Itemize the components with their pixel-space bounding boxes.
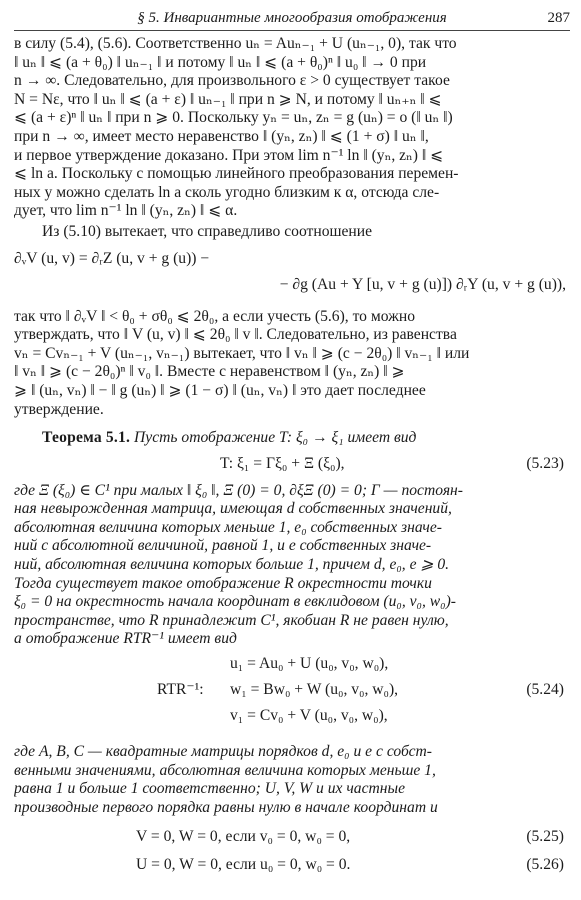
theorem-lead: Пусть отображение T: ξ₀ → ξ₁ имеет вид <box>134 429 417 447</box>
system-row: v₁ = Cv₀ + V (u₀, v₀, w₀), <box>230 707 388 725</box>
equation-number: (5.23) <box>526 454 564 472</box>
paragraph-intro: Из (5.10) вытекает, что справедливо соотношение <box>42 222 373 240</box>
equation-text: ∂ᵥV (u, v) = ∂ᵣZ (u, v + g (u)) − <box>14 249 210 267</box>
page-number: 287 <box>547 10 570 26</box>
theorem-label: Теорема 5.1. <box>42 429 131 447</box>
page-body <box>14 35 570 879</box>
text-line: дует, что lim n⁻¹ ln ‖ (yₙ, zₙ) ‖ ⩽ α. <box>14 202 238 220</box>
equation-number: (5.24) <box>526 681 564 699</box>
system-row: w₁ = Bw₀ + W (u₀, v₀, w₀), <box>230 681 399 699</box>
text-line: ⩾ ‖ (uₙ, vₙ) ‖ − ‖ g (uₙ) ‖ ⩾ (1 − σ) ‖ (uₙ, vₙ) ‖ это дает последнее <box>14 381 426 399</box>
section-title: § 5. Инвариантные многообразия отображения <box>137 10 447 26</box>
text-line: Тогда существует такое отображение R окрестности точки <box>14 574 432 592</box>
equation-system-5-24 <box>14 651 570 733</box>
system-label: RTR⁻¹: <box>157 681 204 699</box>
text-line: ‖ vₙ ‖ ⩾ (c − 2θ₀)ⁿ ‖ v₀ ‖. Вместе с неравенством ‖ (yₙ, zₙ) ‖ ⩾ <box>14 363 405 381</box>
equation-text: T: ξ₁ = Γξ₀ + Ξ (ξ₀), <box>220 454 345 472</box>
theorem-heading <box>14 429 570 448</box>
text-line: утверждать, что ‖ V (u, v) ‖ ⩽ 2θ₀ ‖ v ‖. Следовательно, из равенства <box>14 326 457 344</box>
theorem-statement <box>14 482 570 649</box>
text-line: утверждение. <box>14 400 104 418</box>
text-line: и первое утверждение доказано. При этом lim n⁻¹ ln ‖ (yₙ, zₙ) ‖ ⩽ <box>14 146 444 164</box>
text-line: пространстве, что R принадлежит C¹, якобиан R не равен нулю, <box>14 611 449 629</box>
text-line: абсолютная величина которых меньше 1, e₀ собственных значе- <box>14 518 442 536</box>
text-line: ний с абсолютной величиной, равной 1, и e собственных значе- <box>14 537 432 555</box>
equation-5-26 <box>14 853 570 879</box>
text-line: ная невырожденная матрица, имеющая d собственных значений, <box>14 500 452 518</box>
equation-number: (5.25) <box>526 828 564 846</box>
text-line: ⩽ ln a. Поскольку с помощью линейного преобразования перемен- <box>14 165 459 183</box>
text-line: где Ξ (ξ₀) ∈ C¹ при малых ‖ ξ₀ ‖, Ξ (0) = 0, ∂ξΞ (0) = 0; Γ — постоян- <box>14 481 463 499</box>
book-page <box>14 6 570 879</box>
running-header <box>14 6 570 31</box>
text-line: при n → ∞, имеет место неравенство ‖ (yₙ, zₙ) ‖ ⩽ (1 + σ) ‖ uₙ ‖, <box>14 127 429 145</box>
text-line: n → ∞. Следовательно, для произвольного ε > 0 существует такое <box>14 72 450 90</box>
text-line: венными значениями, абсолютная величина которых меньше 1, <box>14 761 436 779</box>
paragraph-estimates <box>14 308 570 420</box>
text-line: ξ₀ = 0 на окрестность начала координат в евклидовом (u₀, v₀, w₀)- <box>14 593 456 611</box>
text-line: в силу (5.4), (5.6). Соответственно uₙ = Auₙ₋₁ + U (uₙ₋₁, 0), так что <box>14 35 457 52</box>
text-line: ных y можно сделать ln a сколь угодно близким к α, отсюда сле- <box>14 183 440 201</box>
text-line: N = Nε, что ‖ uₙ ‖ ⩽ (a + ε) ‖ uₙ₋₁ ‖ при n ⩾ N, и потому ‖ uₙ₊ₙ ‖ ⩽ <box>14 90 442 108</box>
text-line: так что ‖ ∂ᵥV ‖ < θ₀ + σθ₀ ⩽ 2θ₀, а если учесть (5.6), то можно <box>14 307 416 325</box>
text-line: ⩽ (a + ε)ⁿ ‖ uₙ ‖ при n ⩾ 0. Поскольку yₙ = uₙ, zₙ = g (uₙ) = o (‖ uₙ ‖) <box>14 109 453 127</box>
text-line: равна 1 и больше 1 соответственно; U, V, W и их частные <box>14 780 405 798</box>
equation-5-23 <box>14 452 570 478</box>
equation-derivative-first-line <box>14 248 570 274</box>
equation-text: U = 0, W = 0, если u₀ = 0, w₀ = 0. <box>136 856 351 874</box>
equation-text: − ∂g (Au + Y [u, v + g (u)]) ∂ᵣY (u, v + g (u)), <box>279 275 566 293</box>
equation-text: V = 0, W = 0, если v₀ = 0, w₀ = 0, <box>136 828 351 846</box>
equation-derivative-second-line <box>14 274 570 300</box>
text-line: vₙ = Cvₙ₋₁ + V (uₙ₋₁, vₙ₋₁) вытекает, что ‖ vₙ ‖ ⩾ (c − 2θ₀) ‖ vₙ₋₁ ‖ или <box>14 344 470 362</box>
paragraph-proof-continuation <box>14 35 570 221</box>
system-row: u₁ = Au₀ + U (u₀, v₀, w₀), <box>230 655 389 673</box>
text-line: производные первого порядка равны нулю в начале координат и <box>14 798 438 816</box>
equation-number: (5.26) <box>526 856 564 874</box>
theorem-statement-continued <box>14 743 570 817</box>
text-line: где A, B, C — квадратные матрицы порядков d, e₀ и e с собст- <box>14 743 432 761</box>
text-line: ‖ uₙ ‖ ⩽ (a + θ₀) ‖ uₙ₋₁ ‖ и потому ‖ uₙ ‖ ⩽ (a + θ₀)ⁿ ‖ u₀ ‖ → 0 при <box>14 53 427 71</box>
text-line: а отображение RTR⁻¹ имеет вид <box>14 630 237 648</box>
text-line: ний, абсолютная величина которых больше 1, причем d, e₀, e ⩾ 0. <box>14 556 450 574</box>
equation-5-25 <box>14 825 570 851</box>
